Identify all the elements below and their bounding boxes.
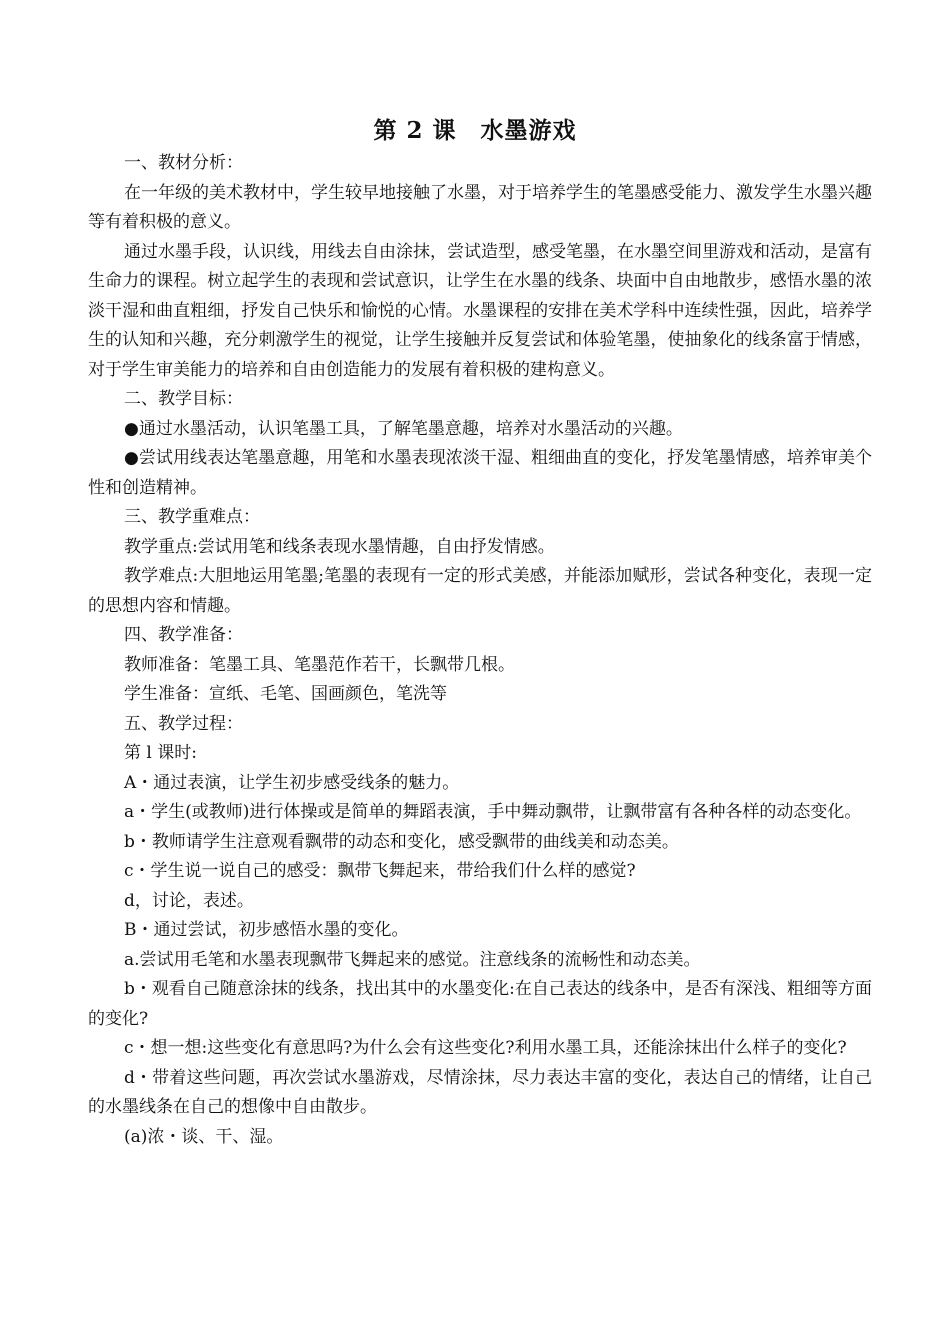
paragraph-analysis-1: 在一年级的美术教材中，学生较早地接触了水墨，对于培养学生的笔墨感受能力、激发学生水墨兴趣等有着积极的意义。 xyxy=(88,182,872,232)
lesson-period-1: 第 l 课时: xyxy=(124,743,197,763)
lesson-body xyxy=(88,149,872,1152)
teacher-preparation: 教师准备：笔墨工具、笔墨范作若干，长飘带几根。 xyxy=(124,654,515,675)
step-a-a: a・学生(或教师)进行体操或是简单的舞蹈表演，手中舞动飘带，让飘带富有各种各样的动态变化。 xyxy=(124,802,862,822)
difficult-point: 教学难点:大胆地运用笔墨;笔墨的表现有一定的形式美感，并能添加赋形，尝试各种变化，表现一定的思想内容和情趣。 xyxy=(88,566,872,616)
key-point: 教学重点:尝试用笔和线条表现水墨情趣，自由抒发情感。 xyxy=(124,536,555,557)
section-heading-preparation: 四、教学准备： xyxy=(124,625,243,645)
section-heading-analysis: 一、教材分析： xyxy=(124,153,243,173)
step-a: A・通过表演，让学生初步感受线条的魅力。 xyxy=(124,772,460,793)
step-b-c: c・想一想:这些变化有意思吗?为什么会有这些变化?利用水墨工具，还能涂抹出什么样子的变化? xyxy=(124,1038,847,1058)
objective-item-2: ●尝试用线表达笔墨意趣，用笔和水墨表现浓淡干湿、粗细曲直的变化，抒发笔墨情感，培养审美个性和创造精神。 xyxy=(88,448,872,498)
step-b-d: d・带着这些问题，再次尝试水墨游戏，尽情涂抹，尽力表达丰富的变化，表达自己的情绪，让自己的水墨线条在自己的想像中自由散步。 xyxy=(88,1067,872,1117)
step-b-d-a: (a)浓・谈、干、湿。 xyxy=(124,1126,284,1147)
section-heading-key-points: 三、教学重难点： xyxy=(124,507,260,527)
step-a-d: d，讨论，表述。 xyxy=(124,890,254,911)
section-heading-process: 五、教学过程： xyxy=(124,713,243,734)
paragraph-analysis-2: 通过水墨手段，认识线，用线去自由涂抹，尝试造型，感受笔墨，在水墨空间里游戏和活动，是富有生命力的课程。树立起学生的表现和尝试意识，让学生在水墨的线条、块面中自由地散步，感悟水墨的浓淡干湿和曲直粗细，抒发自己快乐和愉悦的心情。水墨课程的安排在美术学科中连续性强，因此，培养学生的认知和兴趣，充分刺激学生的视觉，让学生接触并反复尝试和体验笔墨，使抽象化的线条富于情感，对于学生审美能力的培养和自由创造能力的发展有着积极的建构意义。 xyxy=(88,241,872,380)
lesson-title: 第 2 课 水墨游戏 xyxy=(373,117,577,144)
objective-item-1: ●通过水墨活动，认识笔墨工具，了解笔墨意趣，培养对水墨活动的兴趣。 xyxy=(124,418,683,439)
section-heading-objectives: 二、教学目标： xyxy=(124,389,243,409)
step-a-c: c・学生说一说自己的感受：飘带飞舞起来，带给我们什么样的感觉? xyxy=(124,861,636,881)
student-preparation: 学生准备：宣纸、毛笔、国画颜色，笔洗等 xyxy=(124,684,447,704)
step-b: B・通过尝试，初步感悟水墨的变化。 xyxy=(124,920,409,940)
step-a-b: b・教师请学生注意观看飘带的动态和变化，感受飘带的曲线美和动态美。 xyxy=(124,831,679,852)
step-b-b: b・观看自己随意涂抹的线条，找出其中的水墨变化:在自己表达的线条中，是否有深浅、粗细等方面的变化? xyxy=(88,979,872,1029)
step-b-a: a.尝试用毛笔和水墨表现飘带飞舞起来的感觉。注意线条的流畅性和动态美。 xyxy=(124,949,701,970)
